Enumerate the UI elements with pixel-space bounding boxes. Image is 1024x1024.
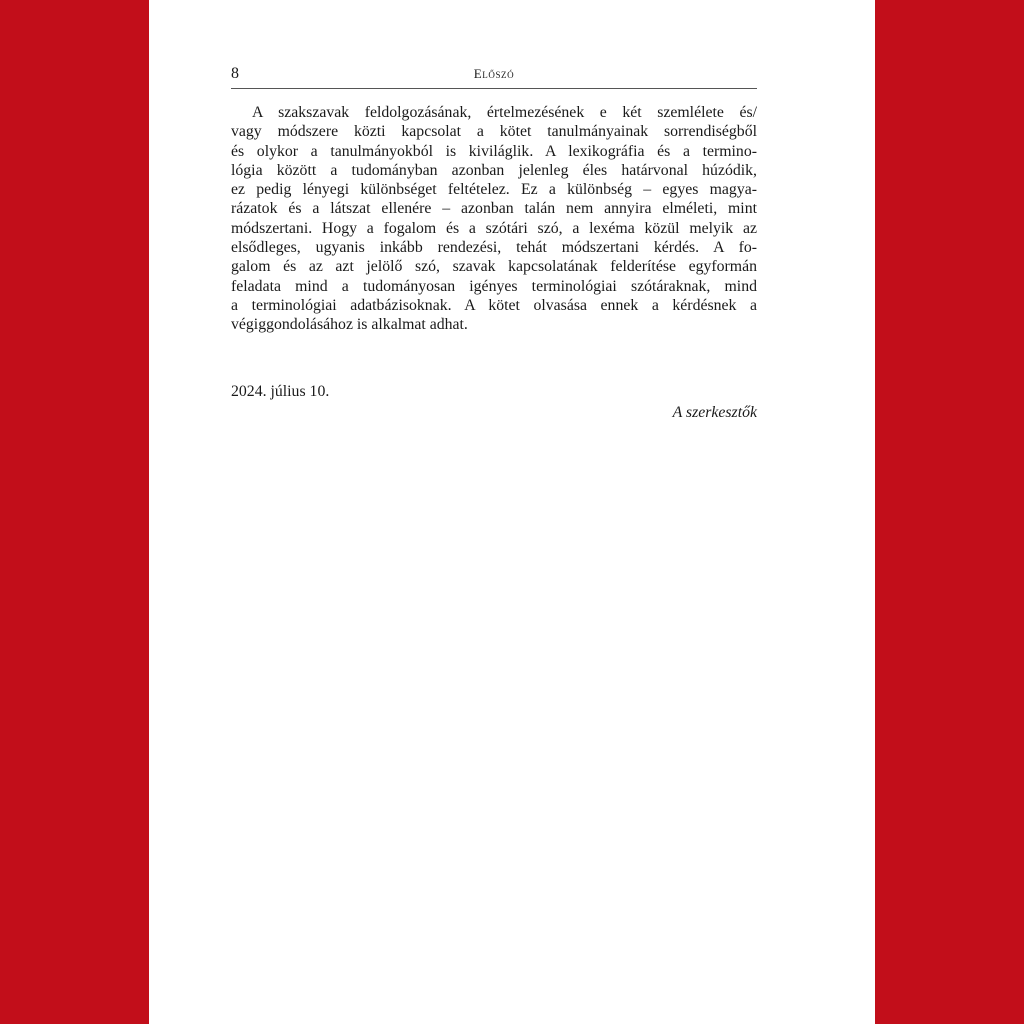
paragraph-line: végiggondolásához is alkalmat adhat. bbox=[231, 316, 468, 334]
paragraph-line: a terminológiai adatbázisoknak. A kötet olvasása ennek a kérdésnek a bbox=[231, 296, 757, 314]
paragraph-line: elsődleges, ugyanis inkább rendezési, tehát módszertani kérdés. A fo- bbox=[231, 239, 757, 257]
book-page bbox=[149, 0, 875, 1024]
paragraph-line: rázatok és a látszat ellenére – azonban talán nem annyira elméleti, mint bbox=[231, 200, 757, 218]
body-paragraph bbox=[231, 103, 757, 335]
signature: A szerkesztők bbox=[672, 404, 757, 421]
date-line: 2024. július 10. bbox=[231, 383, 330, 400]
page-header bbox=[231, 60, 757, 89]
paragraph-line: lógia között a tudományban azonban jelenleg éles határvonal húzódik, bbox=[231, 161, 757, 179]
paragraph-line: ez pedig lényegi különbséget feltételez. Ez a különbség – egyes magya- bbox=[231, 181, 757, 199]
page-number: 8 bbox=[231, 65, 239, 82]
running-head: Előszó bbox=[473, 66, 515, 81]
paragraph-line: módszertani. Hogy a fogalom és a szótári szó, a lexéma közül melyik az bbox=[231, 219, 757, 237]
paragraph-line: feladata mind a tudományosan igényes terminológiai szótáraknak, mind bbox=[231, 277, 757, 295]
paragraph-line: vagy módszere közti kapcsolat a kötet tanulmányainak sorrendiségből bbox=[231, 123, 757, 141]
paragraph-line: A szakszavak feldolgozásának, értelmezésének e két szemlélete és/ bbox=[252, 104, 757, 121]
paragraph-line: galom és az azt jelölő szó, szavak kapcsolatának felderítése egyformán bbox=[231, 258, 757, 276]
paragraph-line: és olykor a tanulmányokból is kiviláglik. A lexikográfia és a termino- bbox=[231, 142, 757, 160]
